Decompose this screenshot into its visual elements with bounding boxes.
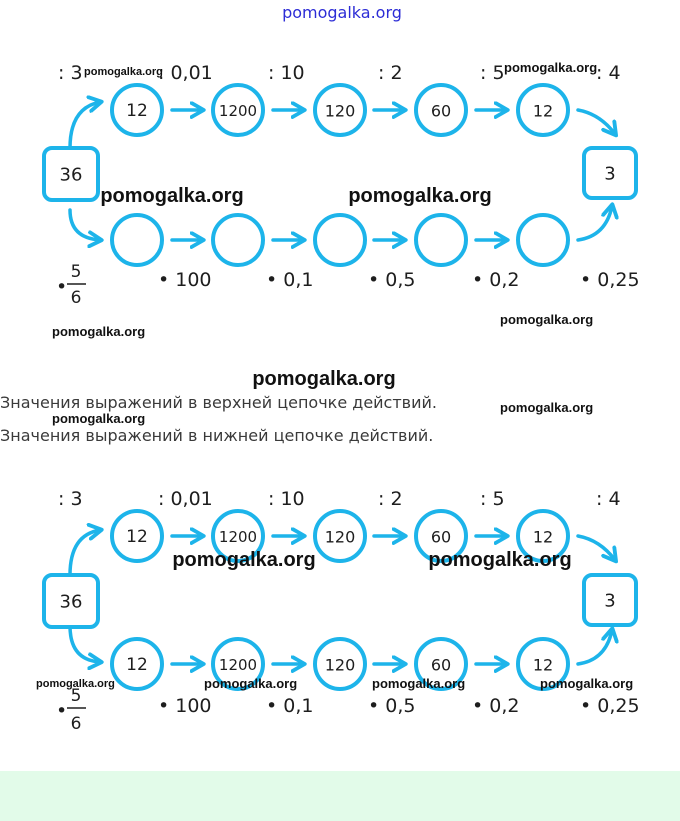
start-value: 36: [59, 164, 83, 186]
arrow-bot-end: [578, 630, 612, 664]
bottom-op-4: • 0,5: [368, 695, 416, 717]
bottom-value-1: 12: [126, 655, 148, 675]
bottom-circle-2: [213, 215, 263, 265]
bottom-circle-5: [518, 215, 568, 265]
bottom-circle-3: [315, 215, 365, 265]
watermark: pomogalka.org: [204, 676, 298, 691]
watermark: pomogalka.org: [36, 678, 115, 690]
bottom-value-3: 120: [324, 655, 356, 675]
watermark: pomogalka.org: [172, 549, 316, 571]
top-value-3: 120: [324, 101, 356, 121]
bottom-op-2: • 100: [158, 695, 212, 717]
top-op-4: : 2: [378, 62, 403, 84]
bottom-value-5: 12: [532, 655, 554, 675]
bottom-op-3: • 0,1: [266, 695, 314, 717]
top-watermark: pomogalka.org: [282, 3, 402, 22]
caption-upper: Значения выражений в верхней цепочке действий.: [0, 393, 437, 412]
top-value-5: 12: [532, 101, 554, 121]
watermark: pomogalka.org: [100, 185, 244, 207]
top-value-4: 60: [430, 101, 452, 121]
svg-text:6: 6: [70, 714, 82, 734]
top-value-2: 1200: [218, 102, 258, 120]
bottom-op-6: • 0,25: [580, 269, 640, 291]
bottom-band: [0, 771, 680, 821]
bottom-op-5: • 0,2: [472, 269, 520, 291]
watermark: pomogalka.org: [348, 185, 492, 207]
bottom-op-fraction: [56, 262, 86, 308]
arrow-start-up: [70, 530, 100, 575]
end-value: 3: [604, 163, 616, 185]
top-value-1: 12: [126, 101, 148, 121]
watermark: pomogalka.org: [52, 324, 146, 339]
bottom-value-4: 60: [430, 655, 452, 675]
top-value-1: 12: [126, 527, 148, 547]
top-op-2: : 0,01: [158, 62, 213, 84]
bottom-op-2: • 100: [158, 269, 212, 291]
watermark: pomogalka.org: [84, 66, 163, 78]
watermark: pomogalka.org: [540, 676, 634, 691]
arrow-start-down: [70, 210, 100, 240]
watermark: pomogalka.org: [500, 400, 594, 415]
bottom-value-2: 1200: [218, 656, 258, 674]
bottom-op-3: • 0,1: [266, 269, 314, 291]
top-op-2: : 0,01: [158, 488, 213, 510]
top-op-5: : 5: [480, 488, 505, 510]
top-value-2: 1200: [218, 528, 258, 546]
arrow-start-up: [70, 102, 100, 148]
svg-text:•: •: [56, 276, 68, 298]
watermark: pomogalka.org: [52, 411, 146, 426]
arrow-start-down: [70, 626, 100, 662]
watermark: pomogalka.org: [500, 312, 594, 327]
top-op-3: : 10: [268, 62, 305, 84]
svg-text:5: 5: [70, 686, 82, 706]
bottom-circle-1: [112, 215, 162, 265]
arrow-bot-end: [578, 206, 612, 240]
top-op-3: : 10: [268, 488, 305, 510]
watermark: pomogalka.org: [252, 368, 396, 390]
bottom-op-6: • 0,25: [580, 695, 640, 717]
watermarks: [36, 60, 633, 691]
end-value: 3: [604, 590, 616, 612]
top-op-1: : 3: [58, 488, 83, 510]
top-op-1: : 3: [58, 62, 83, 84]
bottom-op-fraction: [56, 686, 86, 734]
watermark: pomogalka.org: [428, 549, 572, 571]
top-value-4: 60: [430, 527, 452, 547]
top-value-5: 12: [532, 527, 554, 547]
bottom-op-5: • 0,2: [472, 695, 520, 717]
bottom-circle-4: [416, 215, 466, 265]
top-value-3: 120: [324, 527, 356, 547]
watermark: pomogalka.org: [372, 676, 466, 691]
start-value: 36: [59, 591, 83, 613]
top-op-4: : 2: [378, 488, 403, 510]
caption-lower: Значения выражений в нижней цепочке действий.: [0, 426, 434, 445]
arrow-top-end: [578, 110, 615, 134]
watermark: pomogalka.org: [504, 60, 598, 75]
top-op-6: : 4: [596, 488, 621, 510]
svg-text:•: •: [56, 700, 68, 722]
top-op-6: : 4: [596, 62, 621, 84]
top-op-5: : 5: [480, 62, 505, 84]
svg-text:5: 5: [70, 262, 82, 282]
svg-text:6: 6: [70, 288, 82, 308]
diagram-2: [44, 488, 640, 734]
arrow-top-end: [578, 536, 615, 560]
bottom-op-4: • 0,5: [368, 269, 416, 291]
